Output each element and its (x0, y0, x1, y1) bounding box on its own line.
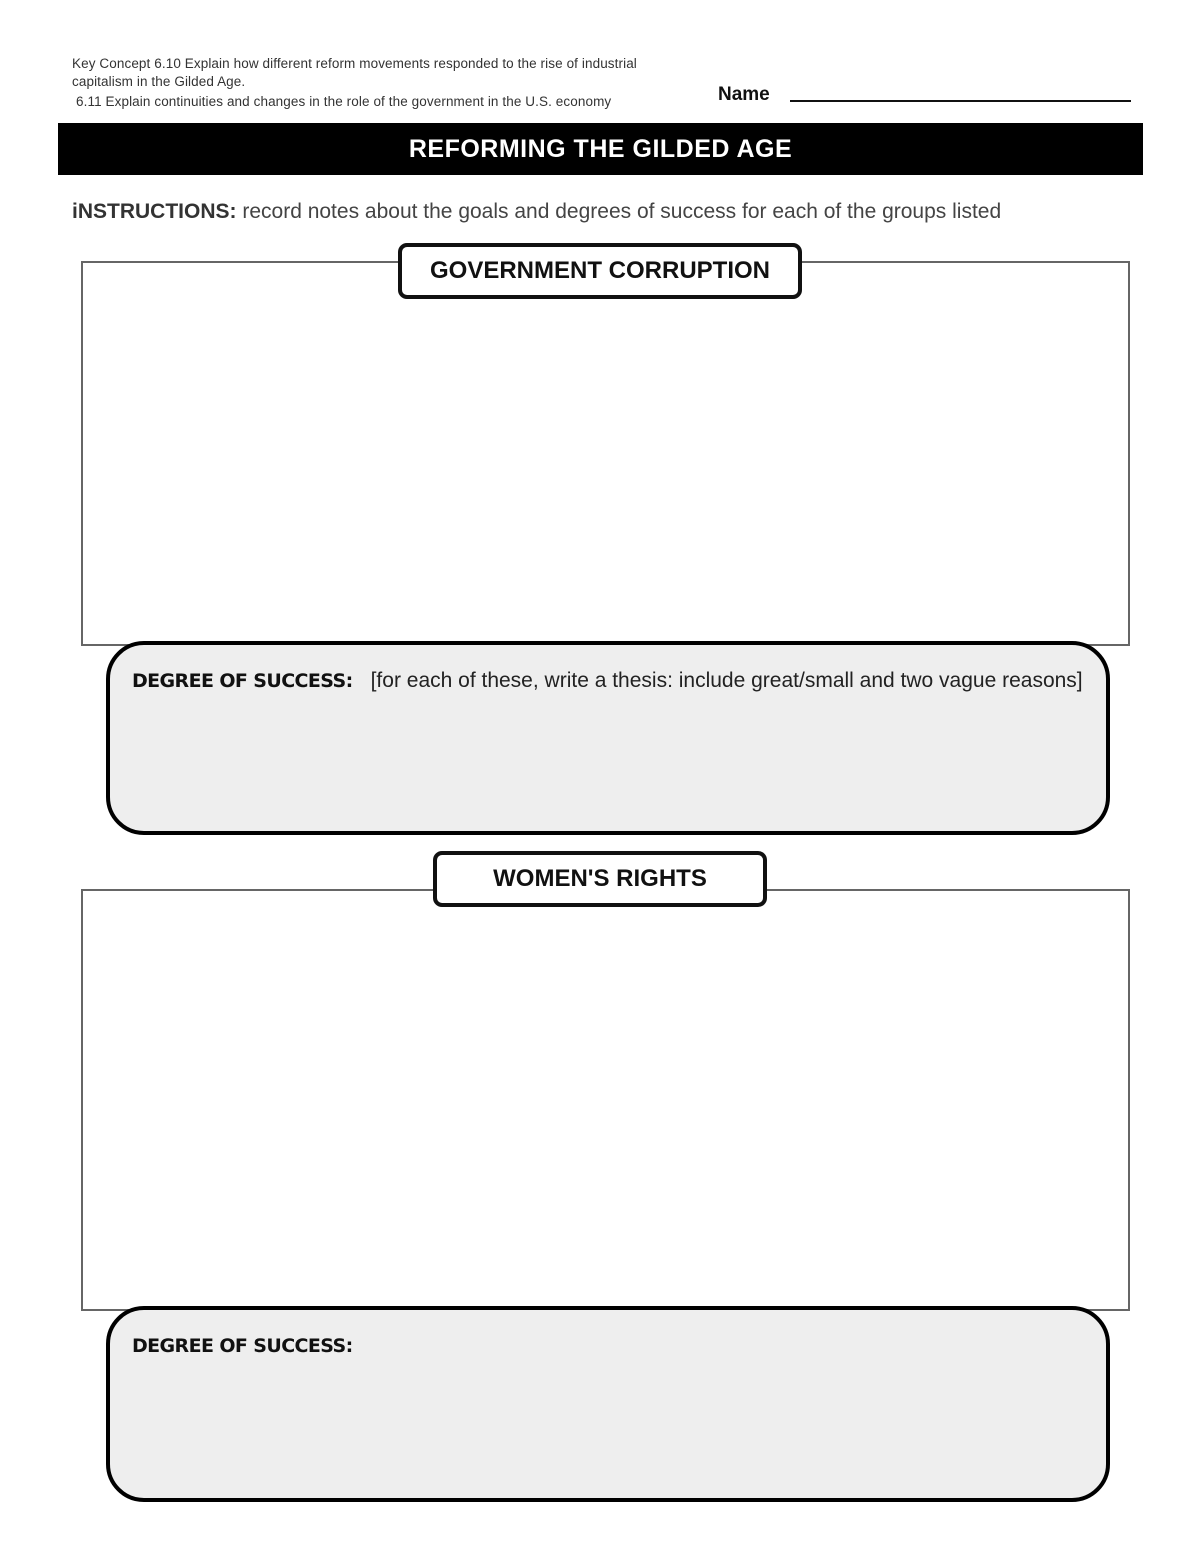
instructions-label: iNSTRUCTIONS: (72, 200, 237, 223)
key-concept-line-3: 6.11 Explain continuities and changes in the role of the government in the U.S. economy (76, 94, 612, 109)
instructions (72, 200, 1001, 224)
success-instruction-note: [for each of these, write a thesis: include great/small and two vague reasons] (370, 669, 1083, 692)
key-concept-line-2: capitalism in the Gilded Age. (72, 74, 246, 89)
degree-of-success-label: DEGREE OF SUCCESS: (132, 670, 353, 692)
government-corruption-notes-area[interactable] (81, 261, 1130, 646)
key-concept-line-1: Key Concept 6.10 Explain how different reform movements responded to the rise of industrial (72, 56, 637, 71)
womens-rights-notes-area[interactable] (81, 889, 1130, 1311)
degree-of-success-label: DEGREE OF SUCCESS: (132, 1335, 353, 1357)
name-label: Name (718, 84, 770, 105)
government-corruption-heading: GOVERNMENT CORRUPTION (398, 243, 802, 299)
page-title: REFORMING THE GILDED AGE (58, 123, 1143, 175)
womens-rights-heading: WOMEN'S RIGHTS (433, 851, 767, 907)
name-field[interactable] (790, 100, 1131, 102)
instructions-text: record notes about the goals and degrees of success for each of the groups listed (242, 200, 1002, 223)
womens-rights-success-box[interactable] (106, 1306, 1110, 1502)
government-corruption-success-box[interactable] (106, 641, 1110, 835)
